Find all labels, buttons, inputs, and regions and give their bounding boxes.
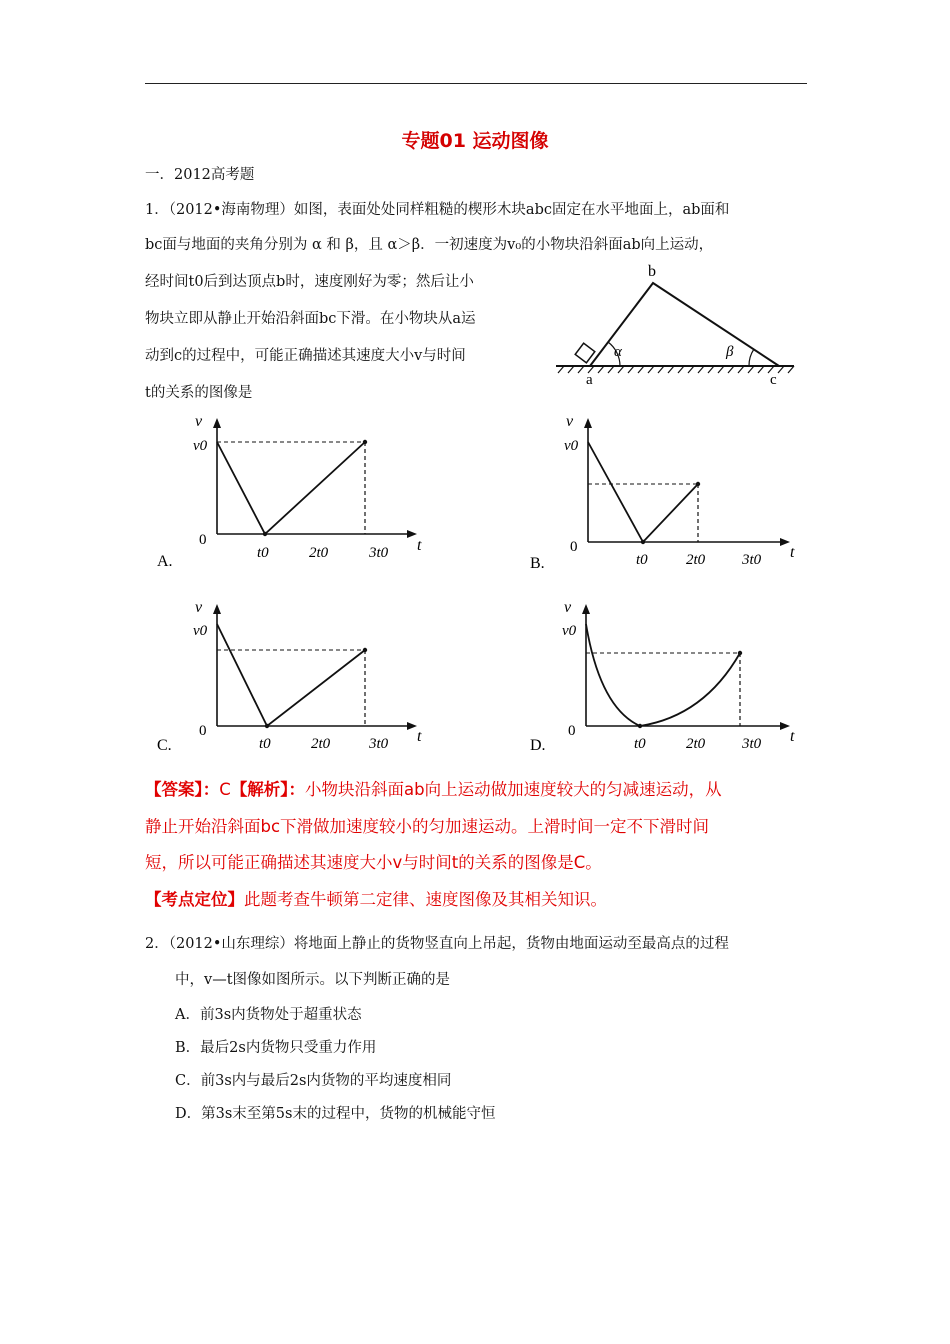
t-axis-arrow xyxy=(780,538,790,546)
section-heading: 一．2012高考题 xyxy=(145,167,255,183)
q1-line-4: 物块立即从静止开始沿斜面bc下滑。在小物块从a运 xyxy=(145,311,476,327)
end-point xyxy=(363,440,367,444)
label-t0: t0 xyxy=(636,552,648,568)
label-t0: t0 xyxy=(634,736,646,752)
label-3t0: 3t0 xyxy=(369,736,389,752)
label-beta: β xyxy=(726,344,734,360)
label-alpha: α xyxy=(614,344,622,360)
q2-option-a: A．前3s内货物处于超重状态 xyxy=(175,1007,362,1023)
graph-b xyxy=(528,412,818,577)
option-label-b: B. xyxy=(530,555,545,572)
label-2t0: 2t0 xyxy=(309,545,329,561)
option-label-c: C. xyxy=(157,737,172,754)
page-title: 专题01 运动图像 xyxy=(401,130,549,152)
label-2t0: 2t0 xyxy=(686,552,706,568)
label-t: t xyxy=(417,537,422,554)
small-block xyxy=(575,343,595,363)
t0-point xyxy=(265,724,269,728)
q2-option-b: B．最后2s内货物只受重力作用 xyxy=(175,1040,377,1056)
analysis-tag: 【解析】： xyxy=(230,780,306,799)
label-origin: 0 xyxy=(568,723,576,739)
label-v0: v0 xyxy=(193,438,208,454)
t0-point xyxy=(263,532,267,536)
vt-curve xyxy=(217,624,365,726)
label-v: v xyxy=(195,413,203,430)
label-origin: 0 xyxy=(199,723,207,739)
label-v: v xyxy=(566,413,574,430)
q2-option-d: D．第3s末至第5s末的过程中，货物的机械能守恒 xyxy=(175,1106,496,1122)
vt-curve xyxy=(586,624,740,726)
q2-option-c: C．前3s内与最后2s内货物的平均速度相同 xyxy=(175,1073,452,1089)
t-axis-arrow xyxy=(780,722,790,730)
q2-stem-2: 中，v—t图像如图所示。以下判断正确的是 xyxy=(175,972,451,988)
t0-point xyxy=(641,540,645,544)
t-axis-arrow xyxy=(407,530,417,538)
graph-d xyxy=(528,598,818,763)
option-label-a: A. xyxy=(157,553,173,570)
label-origin: 0 xyxy=(199,532,207,548)
label-v: v xyxy=(564,599,572,616)
v-axis-arrow xyxy=(582,604,590,614)
knowledge-tag: 【考点定位】 xyxy=(145,890,244,909)
label-origin: 0 xyxy=(570,539,578,555)
answer-line-3: 短，所以可能正确描述其速度大小v与时间t的关系的图像是C。 xyxy=(145,853,602,872)
label-v0: v0 xyxy=(193,623,208,639)
label-b: b xyxy=(648,263,656,280)
label-t: t xyxy=(790,728,795,745)
q1-line-3: 经时间t0后到达顶点b时，速度刚好为零；然后让小 xyxy=(145,274,474,290)
wedge-figure xyxy=(550,258,800,388)
vt-curve xyxy=(217,442,365,534)
answer-line-2: 静止开始沿斜面bc下滑做加速度较小的匀加速运动。上滑时间一定不下滑时间 xyxy=(145,817,710,836)
option-label-d: D. xyxy=(530,737,546,754)
t-axis-arrow xyxy=(407,722,417,730)
end-point xyxy=(363,648,367,652)
knowledge-text: 此题考查牛顿第二定律、速度图像及其相关知识。 xyxy=(244,890,607,909)
analysis-text-1: 小物块沿斜面ab向上运动做加速度较大的匀减速运动，从 xyxy=(305,780,722,799)
label-v0: v0 xyxy=(564,438,579,454)
answer-value: C xyxy=(219,780,231,799)
answer-line-4 xyxy=(145,886,607,910)
label-t0: t0 xyxy=(257,545,269,561)
t0-point xyxy=(638,724,642,728)
label-v: v xyxy=(195,599,203,616)
graph-c xyxy=(155,598,445,763)
end-point xyxy=(738,651,742,655)
label-c: c xyxy=(770,372,777,388)
v-axis-arrow xyxy=(213,418,221,428)
q1-line-6: t的关系的图像是 xyxy=(145,385,253,401)
label-3t0: 3t0 xyxy=(742,552,762,568)
q1-line-1: 1．（2012•海南物理）如图，表面处处同样粗糙的楔形木块abc固定在水平地面上，ab面和 xyxy=(145,202,730,218)
label-2t0: 2t0 xyxy=(311,736,331,752)
q2-stem-1: 2．（2012•山东理综）将地面上静止的货物竖直向上吊起，货物由地面运动至最高点的过程 xyxy=(145,936,729,952)
graph-a xyxy=(155,412,445,577)
v-axis-arrow xyxy=(213,604,221,614)
ground-hatching xyxy=(558,366,794,373)
header-rule xyxy=(145,83,807,84)
v-axis-arrow xyxy=(584,418,592,428)
label-2t0: 2t0 xyxy=(686,736,706,752)
label-t: t xyxy=(790,544,795,561)
answer-tag: 【答案】： xyxy=(145,780,220,799)
q1-line-5: 动到c的过程中，可能正确描述其速度大小v与时间 xyxy=(145,348,466,364)
answer-line-1 xyxy=(145,776,722,800)
vt-curve xyxy=(588,442,698,542)
beta-arc xyxy=(749,349,754,366)
q1-line-2: bc面与地面的夹角分别为 α 和 β，且 α＞β．一初速度为v₀的小物块沿斜面ab向上运动， xyxy=(145,237,714,253)
label-a: a xyxy=(586,372,593,388)
end-point xyxy=(696,482,700,486)
label-t: t xyxy=(417,728,422,745)
label-v0: v0 xyxy=(562,623,577,639)
label-t0: t0 xyxy=(259,736,271,752)
label-3t0: 3t0 xyxy=(742,736,762,752)
label-3t0: 3t0 xyxy=(369,545,389,561)
